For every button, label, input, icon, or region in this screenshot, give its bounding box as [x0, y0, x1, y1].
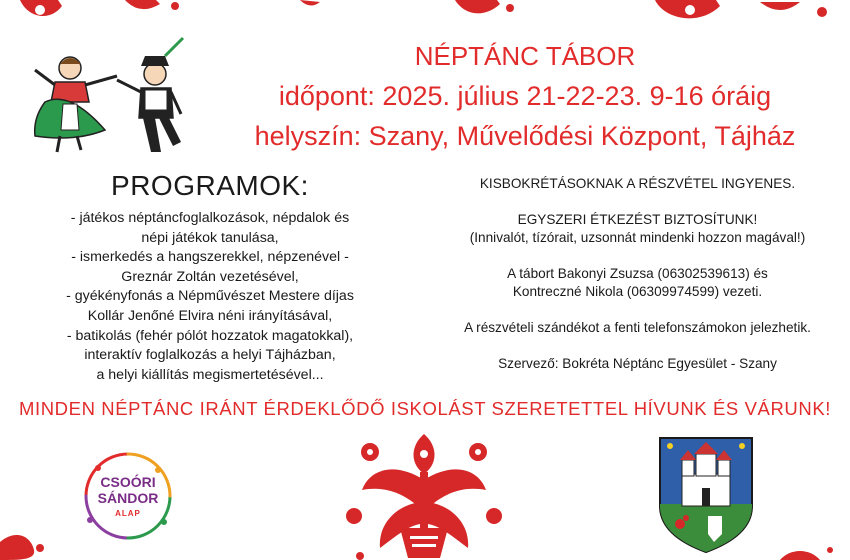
csoori-line-3: ALAP	[115, 509, 141, 518]
folk-ornament-top	[0, 0, 850, 30]
folk-flower-emblem	[340, 432, 508, 560]
program-line: - játékos néptáncfoglalkozások, népdalok és	[70, 210, 350, 226]
programs-heading: PROGRAMOK:	[111, 170, 309, 201]
csoori-logo-text	[88, 474, 168, 522]
program-line: a helyi kiállítás megismertetésével...	[96, 366, 324, 383]
program-line: - gyékényfonás a Népművészet Mestere díjas	[66, 288, 354, 305]
camp-title: NÉPTÁNC TÁBOR	[414, 41, 636, 71]
csoori-line-2: SÁNDOR	[97, 490, 159, 506]
program-line: - ismerkedés a hangszerekkel, népzenével -	[71, 249, 349, 266]
csoori-line-1: CSOÓRI	[100, 474, 156, 490]
invitation-banner: MINDEN NÉPTÁNC IRÁNT ÉRDEKLŐDŐ ISKOLÁST SZERETETTEL HÍVUNK ÉS VÁRUNK!	[18, 398, 832, 419]
leaders-line-2: Kontreczné Nikola (06309974599) vezeti.	[512, 284, 763, 299]
organizer: Szervező: Bokréta Néptánc Egyesület - Szany	[498, 356, 777, 371]
date-line: időpont: 2025. július 21-22-23. 9-16 óráig	[278, 81, 772, 111]
programs-list	[20, 209, 400, 385]
info-column	[425, 175, 850, 373]
program-line: - batikolás (fehér pólót hozzatok magatokkal),	[66, 327, 354, 344]
program-line: Greznár Zoltán vezetésével,	[121, 268, 299, 285]
program-line: interaktív foglalkozás a helyi Tájházban,	[84, 347, 336, 364]
meal-note: (Innivalót, tízórait, uzsonnát mindenki hozzon magával!)	[469, 230, 806, 245]
free-participation: KISBOKRÉTÁSOKNAK A RÉSZVÉTEL INGYENES.	[479, 176, 796, 191]
dancing-couple-illustration	[5, 30, 205, 160]
program-line: népi játékok tanulása,	[141, 229, 279, 246]
header	[200, 36, 850, 156]
place-line: helyszín: Szany, Művelődési Központ, Tájház	[254, 121, 796, 151]
signup-note: A részvételi szándékot a fenti telefonszámokon jelezhetik.	[464, 320, 811, 335]
leaders-line-1: A tábort Bakonyi Zsuzsa (06302539613) és	[507, 266, 768, 281]
program-line: Kollár Jenőné Elvira néni irányításával,	[87, 307, 333, 324]
meal-notice: EGYSZERI ÉTKEZÉST BIZTOSÍTUNK!	[517, 212, 758, 227]
szany-coat-of-arms	[656, 434, 756, 554]
